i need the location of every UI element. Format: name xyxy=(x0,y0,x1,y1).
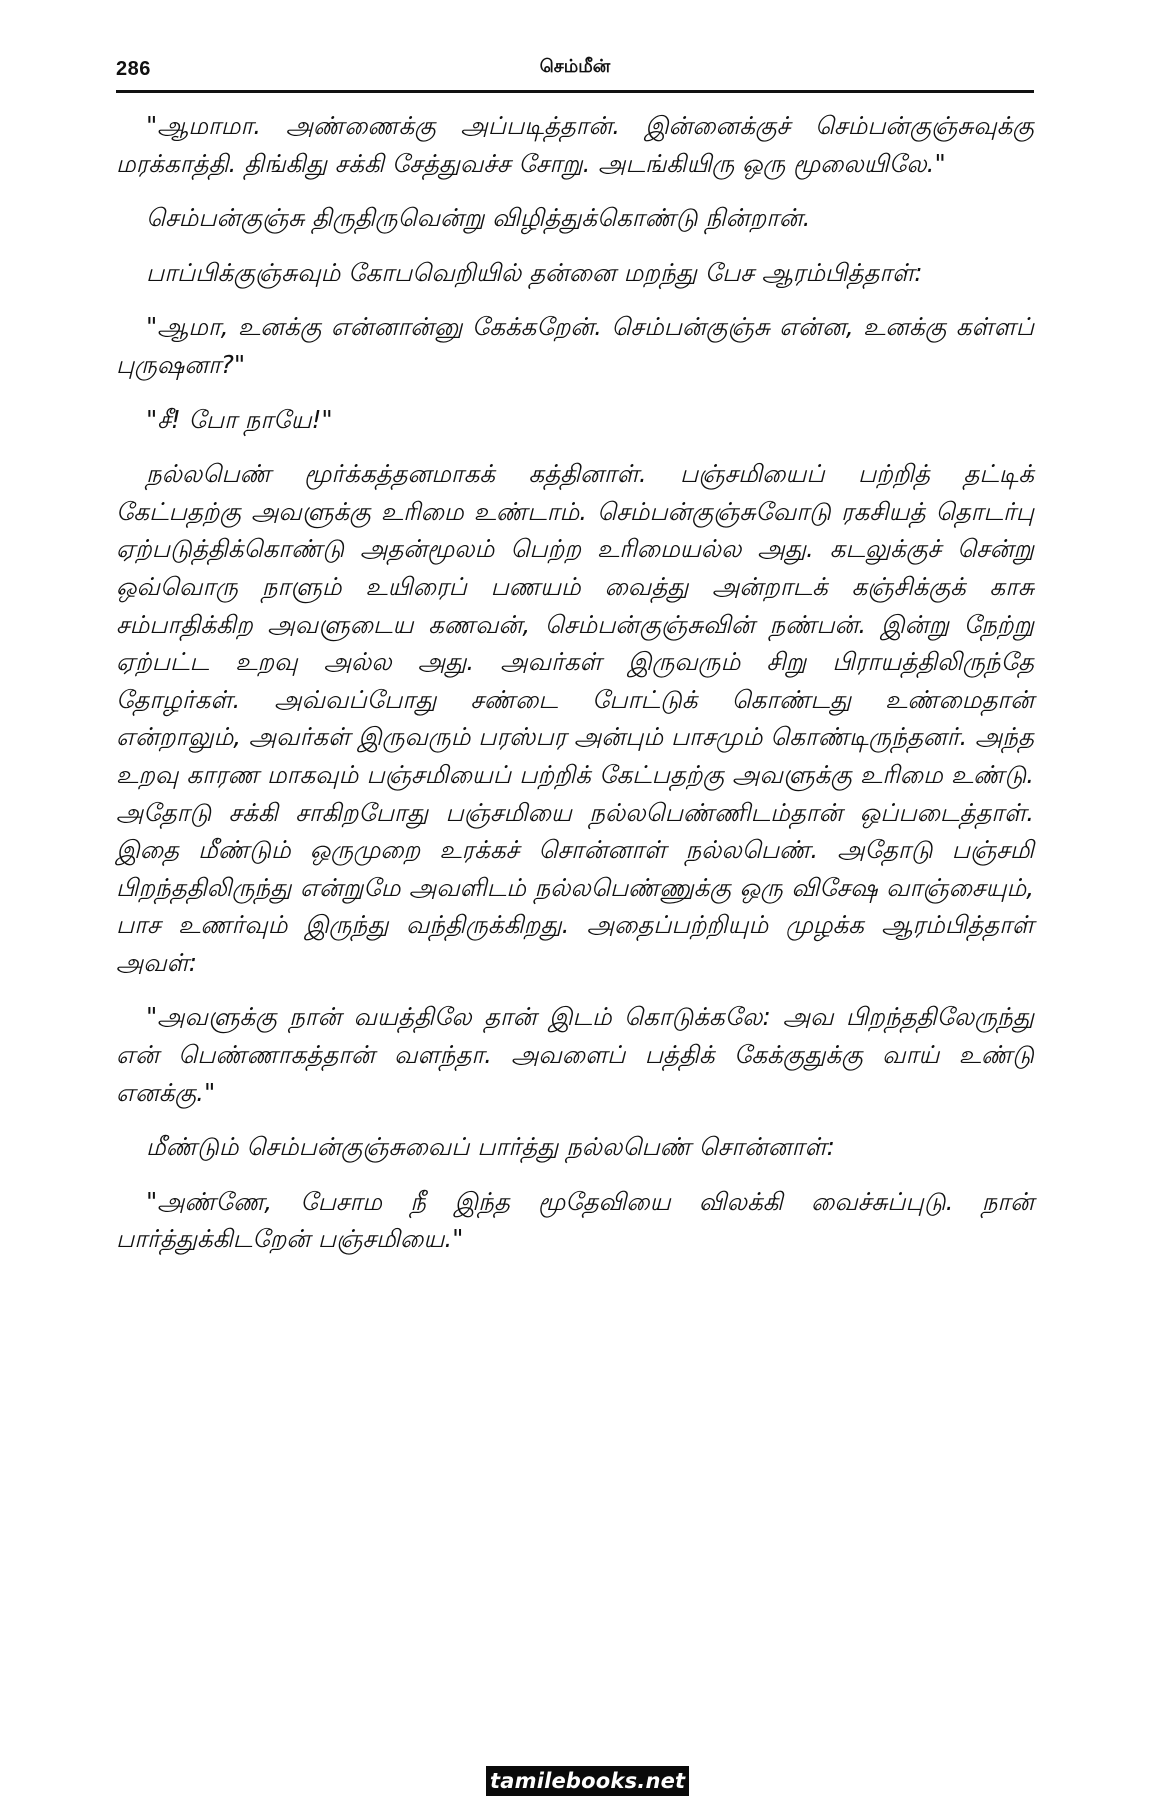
paragraph-narration-1: செம்பன்குஞ்சு திருதிருவென்று விழித்துக்கொண்டு நின்றான். xyxy=(146,203,811,233)
paragraph-dialogue-5: "அண்ணே, பேசாம நீ இந்த மூதேவியை விலக்கி வைச்சுப்புடு. நான் பார்த்துக்கிடறேன் பஞ்சமியை." xyxy=(116,1186,1034,1254)
paragraph-dialogue-1: "ஆமாமா. அண்ணைக்கு அப்படித்தான். இன்னைக்குச் செம்பன்குஞ்சுவுக்கு மரக்காத்தி. திங்கிது சக்கி சேத்துவச்ச சோறு. அடங்கியிரு ஒரு மூலையிலே." xyxy=(116,111,1034,178)
paragraph-dialogue-2: "ஆமா, உனக்கு என்னான்னு கேக்கறேன். செம்பன்குஞ்சு என்ன, உனக்கு கள்ளப் புருஷனா?" xyxy=(116,312,1034,379)
running-head xyxy=(116,52,1034,90)
paragraph-narration-2: பாப்பிக்குஞ்சுவும் கோபவெறியில் தன்னை மறந்து பேச ஆரம்பித்தாள்: xyxy=(146,257,923,287)
paragraph-narration-4: மீண்டும் செம்பன்குஞ்சுவைப் பார்த்து நல்லபெண் சொன்னாள்: xyxy=(146,1132,835,1162)
paragraph-narration-3: நல்லபெண் மூர்க்கத்தனமாகக் கத்தினாள். பஞ்சமியைப் பற்றித் தட்டிக் கேட்பதற்கு அவளுக்கு உரிமை உண்டாம். செம்பன்குஞ்சுவோடு ரகசியத் தொடர்பு ஏற்படுத்திக்கொண்டு அதன்மூலம் பெற்ற உரிமையல்ல அது. கடலுக்குச் சென்று ஒவ்வொரு நாளும் உயிரைப் பணயம் வைத்து அன்றாடக் கஞ்சிக்குக் காசு சம்பாதிக்கிற அவளுடைய கணவன், செம்பன்குஞ்சுவின் நண்பன். இன்று நேற்று ஏற்பட்ட உறவு அல்ல அது. அவர்கள் இருவரும் சிறு பிராயத்திலிருந்தே தோழர்கள். அவ்வப்போது சண்டை போட்டுக் கொண்டது உண்மைதான் என்றாலும், அவர்கள் இருவரும் பரஸ்பர அன்பும் பாசமும் கொண்டிருந்தனர். அந்த உறவு காரண மாகவும் பஞ்சமியைப் பற்றிக் கேட்பதற்கு அவளுக்கு உரிமை உண்டு. அதோடு சக்கி சாகிறபோது பஞ்சமியை நல்லபெண்ணிடம்தான் ஒப்படைத்தாள். இதை மீண்டும் ஒருமுறை உரக்கச் சொன்னாள் நல்லபெண். அதோடு பஞ்சமி பிறந்ததிலிருந்து என்றுமே அவளிடம் நல்லபெண்ணுக்கு ஒரு விசேஷ வாஞ்சையும், பாச உணர்வும் இருந்து வந்திருக்கிறது. அதைப்பற்றியும் முழக்க ஆரம்பித்தாள் அவள்: xyxy=(116,459,1034,977)
page-number: 286 xyxy=(116,58,151,80)
book-title: செம்மீன் xyxy=(539,56,611,77)
paragraph-dialogue-4: "அவளுக்கு நான் வயத்திலே தான் இடம் கொடுக்கலே: அவ பிறந்ததிலேருந்து என் பெண்ணாகத்தான் வளந்தா. அவளைப் பத்திக் கேக்குதுக்கு வாய் உண்டு எனக்கு." xyxy=(116,1002,1034,1107)
body-text xyxy=(116,107,1034,1258)
watermark-badge: tamilebooks.net xyxy=(486,1766,689,1796)
header-divider xyxy=(116,90,1034,93)
paragraph-dialogue-3: "சீ! போ நாயே!" xyxy=(146,404,333,434)
book-page xyxy=(116,52,1034,1275)
